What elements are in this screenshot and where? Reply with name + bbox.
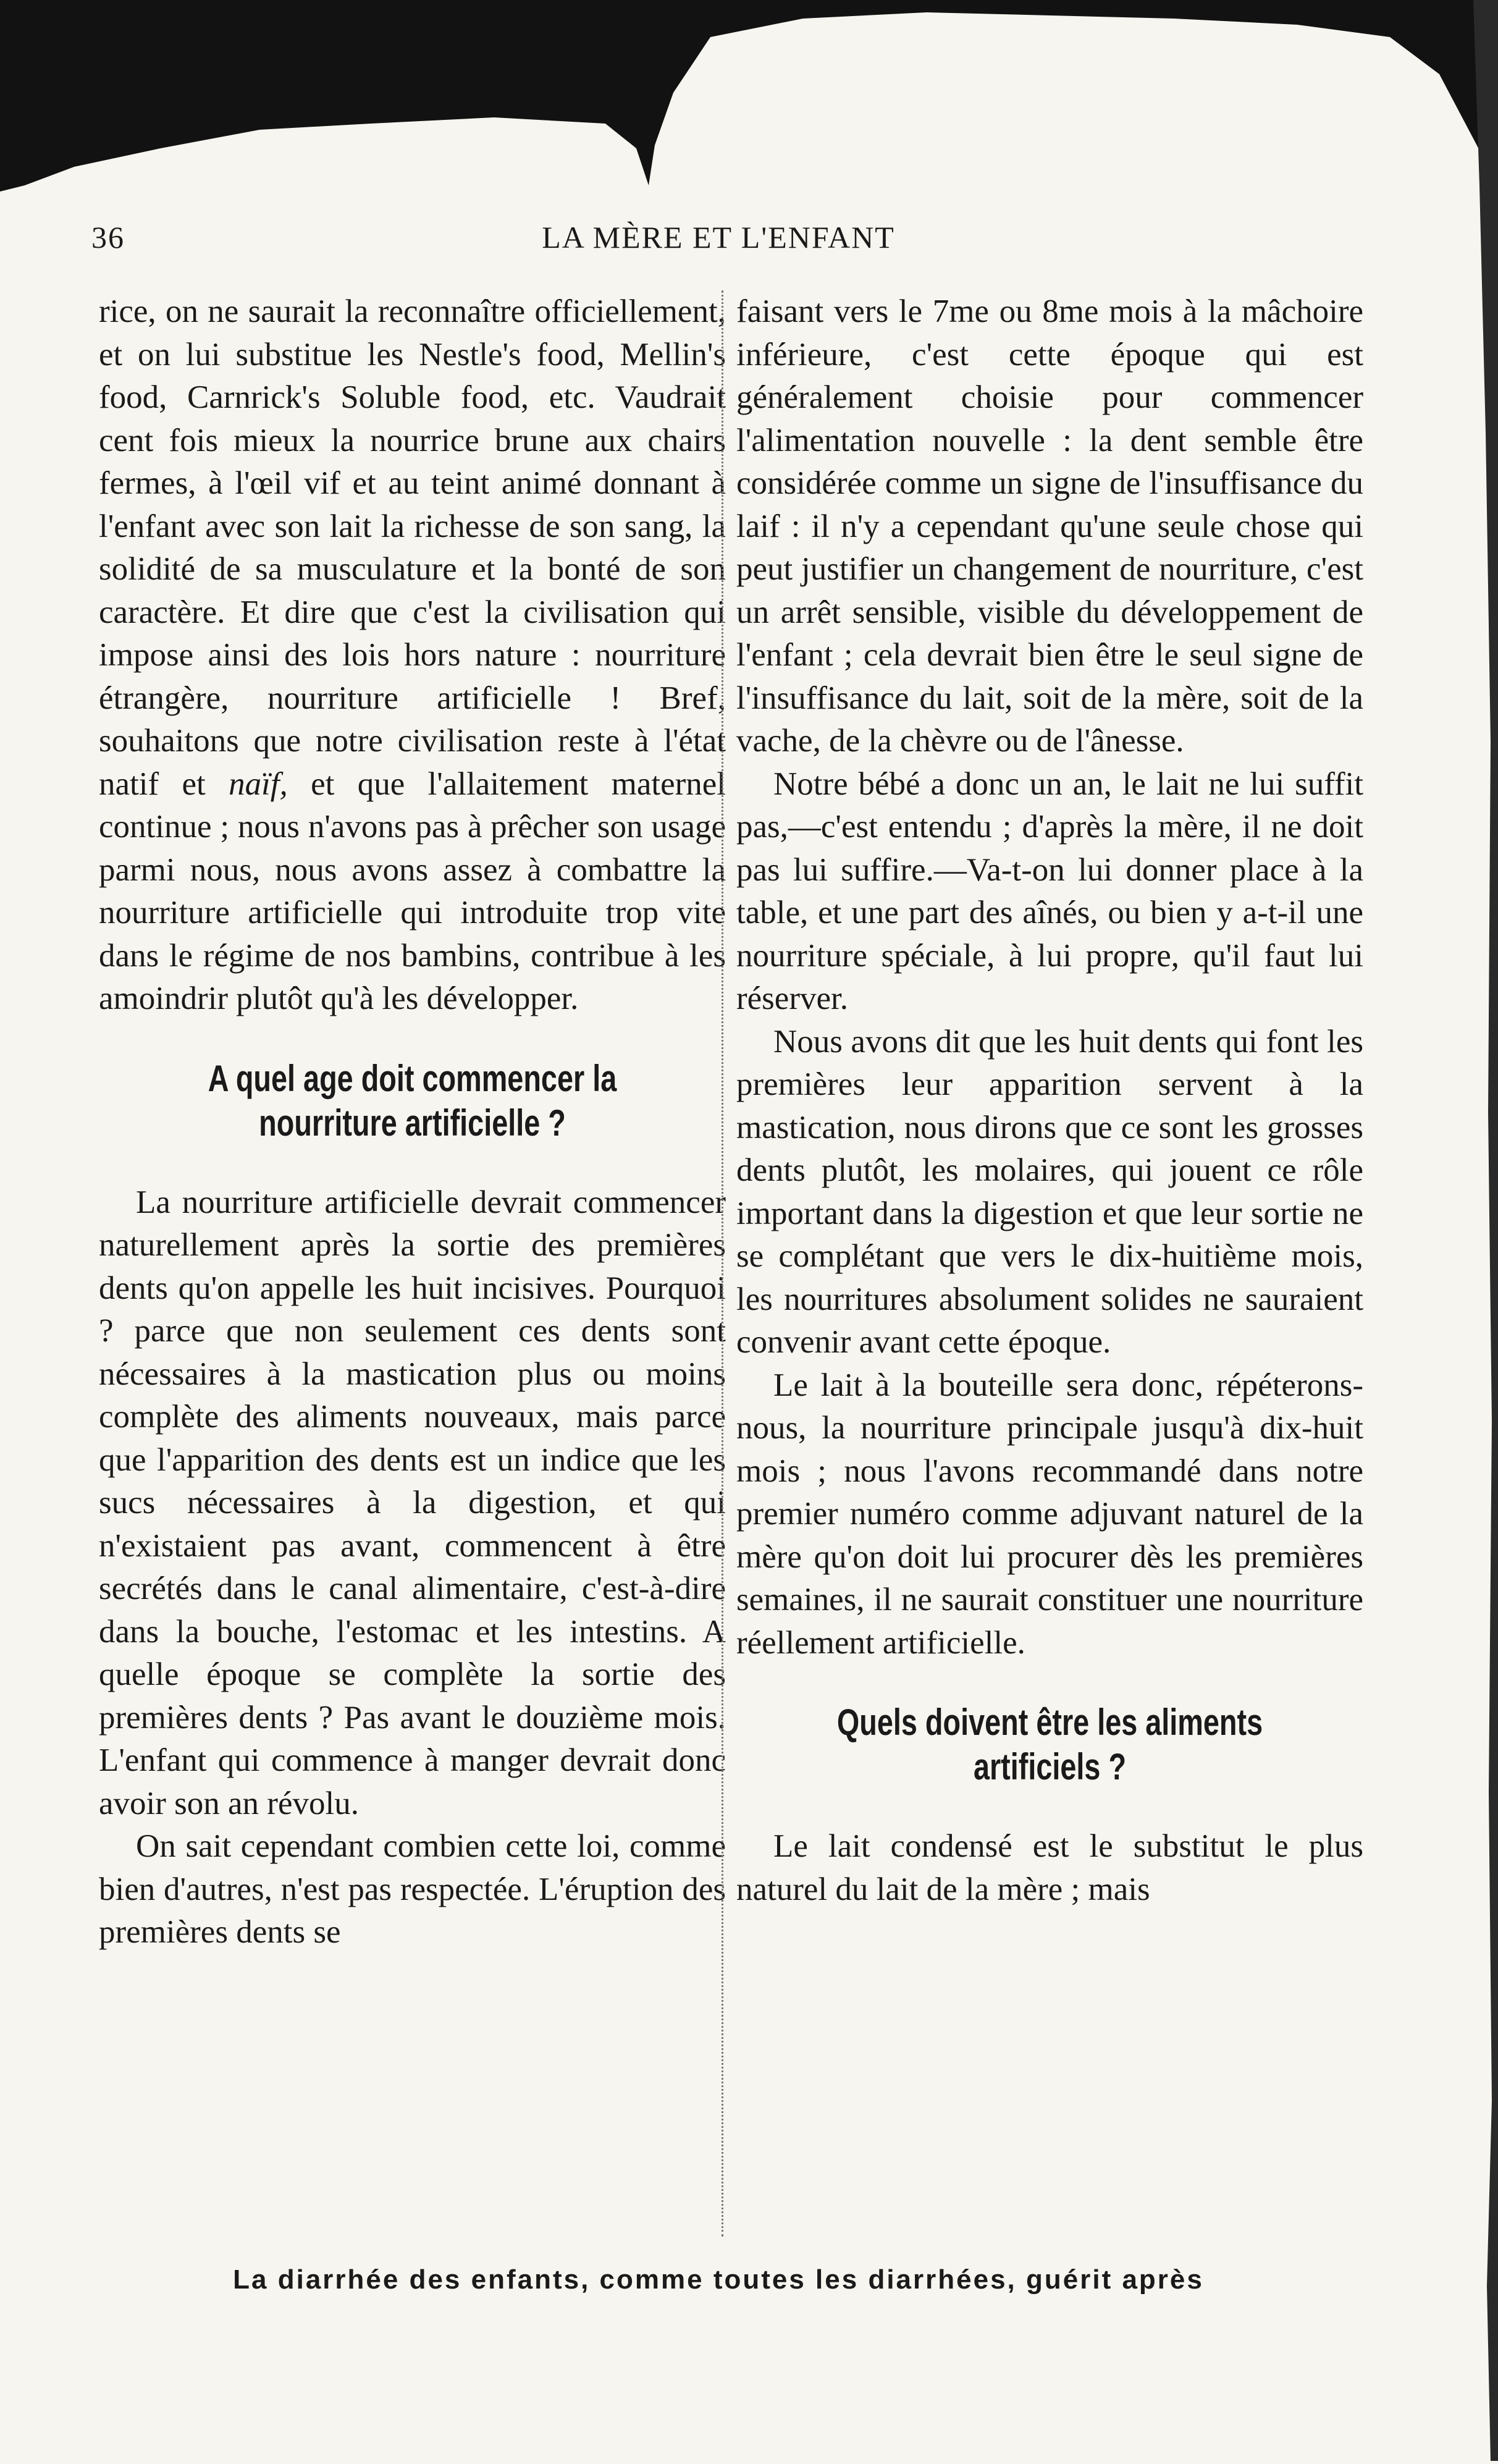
paragraph <box>99 290 726 1021</box>
footer-advert: La diarrhée des enfants, comme toutes les diarrhées, guérit après <box>233 2264 1204 2295</box>
paragraph: On sait cependant combien cette loi, comme bien d'autres, n'est pas respectée. L'éruption des premières dents se <box>99 1828 726 1950</box>
paragraph: Le lait condensé est le substitut le plus naturel du lait de la mère ; mais <box>736 1828 1363 1907</box>
right-column <box>736 290 1363 2230</box>
paragraph-text: rice, on ne saurait la reconnaître officiellement, et on lui substitue les Nestle's food, Mellin's food, Carnrick's Soluble food, etc. Vaudrait cent fois mieux la nourrice brune aux chairs fermes, à l'œil vif et au teint animé donnant à l'enfant avec son lait la richesse de son sang, la solidité de sa musculature et la bonté de son caractère. Et dire que c'est la civilisation qui impose ainsi des lois hors nature : nourriture étrangère, nourriture artificielle ! Bref, souhaitons que notre civilisation reste à l'état natif et <box>99 293 726 802</box>
left-column <box>99 290 726 2230</box>
paragraph: Notre bébé a donc un an, le lait ne lui suffit pas,—c'est entendu ; d'après la mère, il ne doit pas lui suffire.—Va-t-on lui donner place à la table, et une part des aînés, ou bien y a-t-il une nourriture spéciale, à lui propre, qu'il faut lui réserver. <box>736 766 1363 1016</box>
paragraph: La nourriture artificielle devrait commencer naturellement après la sortie des premières dents qu'on appelle les huit incisives. Pourquoi ? parce que non seulement ces dents sont nécessaires à la mastication plus ou moins complète des aliments nouveaux, mais parce que l'apparition des dents est un indice que les sucs nécessaires à la digestion, et qui n'existaient pas avant, commencent à être secrétés dans le canal alimentaire, c'est-à-dire dans la bouche, l'estomac et les intestins. A quelle époque se complète la sortie des premières dents ? Pas avant le douzième mois. L'enfant qui commence à manger devrait donc avoir son an révolu. <box>99 1184 726 1821</box>
italic-word: naïf, <box>229 766 288 802</box>
column-divider <box>722 290 725 2237</box>
paragraph-text: et que l'allaitement maternel continue ; nous n'avons pas à prêcher son usage parmi nous, nous avons assez à combattre la nourriture artificielle qui introduite trop vite dans le régime de nos bambins, contribue à les amoindrir plutôt qu'à les développer. <box>99 766 726 1016</box>
section-heading: Quels doivent être les aliments artificiels ? <box>836 1702 1263 1787</box>
paragraph: faisant vers le 7me ou 8me mois à la mâchoire inférieure, c'est cette époque qui est généralement choisie pour commencer l'alimentation nouvelle : la dent semble être considérée comme un signe de l'insuffisance du laif : il n'y a cependant qu'une seule chose qui peut justifier un changement de nourriture, c'est un arrêt sensible, visible du développement de l'enfant ; cela devrait bien être le seul signe de l'insuffisance du lait, soit de la mère, soit de la vache, de la chèvre ou de l'ânesse. <box>736 293 1363 759</box>
page-right-edge-shadow <box>1455 0 1498 2461</box>
section-heading: A quel age doit commencer la nourriture artificielle ? <box>208 1057 617 1144</box>
page-number: 36 <box>91 220 125 255</box>
page-header <box>91 219 1345 263</box>
paragraph: Le lait à la bouteille sera donc, répéterons-nous, la nourriture principale jusqu'à dix-huit mois ; nous l'avons recommandé dans notre premier numéro comme adjuvant naturel de la mère qu'on doit lui procurer dès les premières semaines, il ne saurait constituer une nourriture réellement artificielle. <box>736 1367 1363 1661</box>
paragraph: Nous avons dit que les huit dents qui font les premières leur apparition servent à la mastication, nous dirons que ce sont les grosses dents plutôt, les molaires, qui jouent ce rôle important dans la digestion et que leur sortie ne se complétant que vers le dix-huitième mois, les nourritures absolument solides ne sauraient convenir avant cette époque. <box>736 1023 1363 1360</box>
running-title: LA MÈRE ET L'ENFANT <box>542 220 895 255</box>
torn-page-top-edge <box>0 0 1498 204</box>
